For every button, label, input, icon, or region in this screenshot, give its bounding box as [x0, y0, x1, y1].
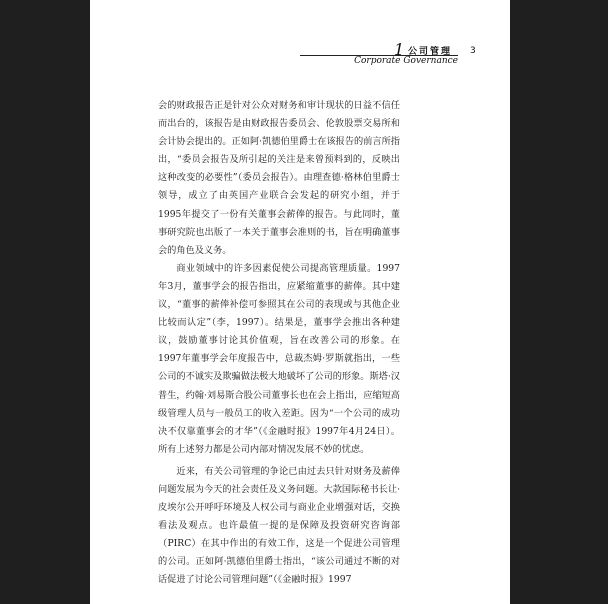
body-text [158, 97, 400, 590]
running-header [90, 40, 510, 70]
chapter-number: 1 [394, 40, 405, 59]
chapter-title: 公司管理 [408, 47, 453, 57]
paragraph-2: 商业领域中的许多因素促使公司提高管理质量。1997年3月，董事学会的报告指出，应紧缩董事的薪俸。其中建议，“董事的薪俸补偿可参照其在公司的表现或与其他企业比较而认定”（李，1997）。结果是，董事学会推出各种建议，鼓励董事讨论其价值观，旨在改善公司的形象。在1997年董事学会年度报告中，总裁杰姆·罗斯就指出，一些公司的不诚实及欺骗做法极大地破坏了公司的形象。斯塔·汉普生，约翰·刘易斯合股公司董事长也在会上指出，应缩短高级管理人员与一般员工的收入差距。因为“一个公司的成功决不仅靠董事会的才华”（《金融时报》1997年4月24日）。所有上述努力都是公司内部对情况发展不妙的忧虑。 [158, 262, 400, 455]
running-subtitle: Corporate Governance [354, 56, 458, 66]
page-number: 3 [470, 46, 476, 56]
paragraph-1: 会的财政报告正是针对公众对财务和审计现状的日益不信任而出台的，该报告是由财政报告委员会、伦敦股票交易所和会计协会提出的。正如阿·凯德伯里爵士在该报告的前言所指出，“委员会报告及所引起的关注是来曾预料到的，反映出这种改变的必要性”（委员会报告）。由理查德·格林伯里爵士领导，成立了由英国产业联合会发起的研究小组，并于1995年提交了一份有关董事会薪俸的报告。与此同时，董事研究院也出版了一本关于董事会准则的书，旨在明确董事会的角色及义务。 [158, 100, 400, 256]
paragraph-3: 近来，有关公司管理的争论已由过去只针对财务及薪俸问题发展为今天的社会责任及义务问题。大款国际秘书长让·皮埃尔公开呼吁环境及人权公司与商业企业增强对话，交换看法及观点。也许最值一提的是保障及投资研究咨询部（PIRC）在其中作出的有效工作，这是一个促进公司管理的公司。正如阿·凯德伯里爵士指出，“该公司通过不断的对话促进了讨论公司管理问题”（《金融时报》1997 [158, 465, 400, 586]
